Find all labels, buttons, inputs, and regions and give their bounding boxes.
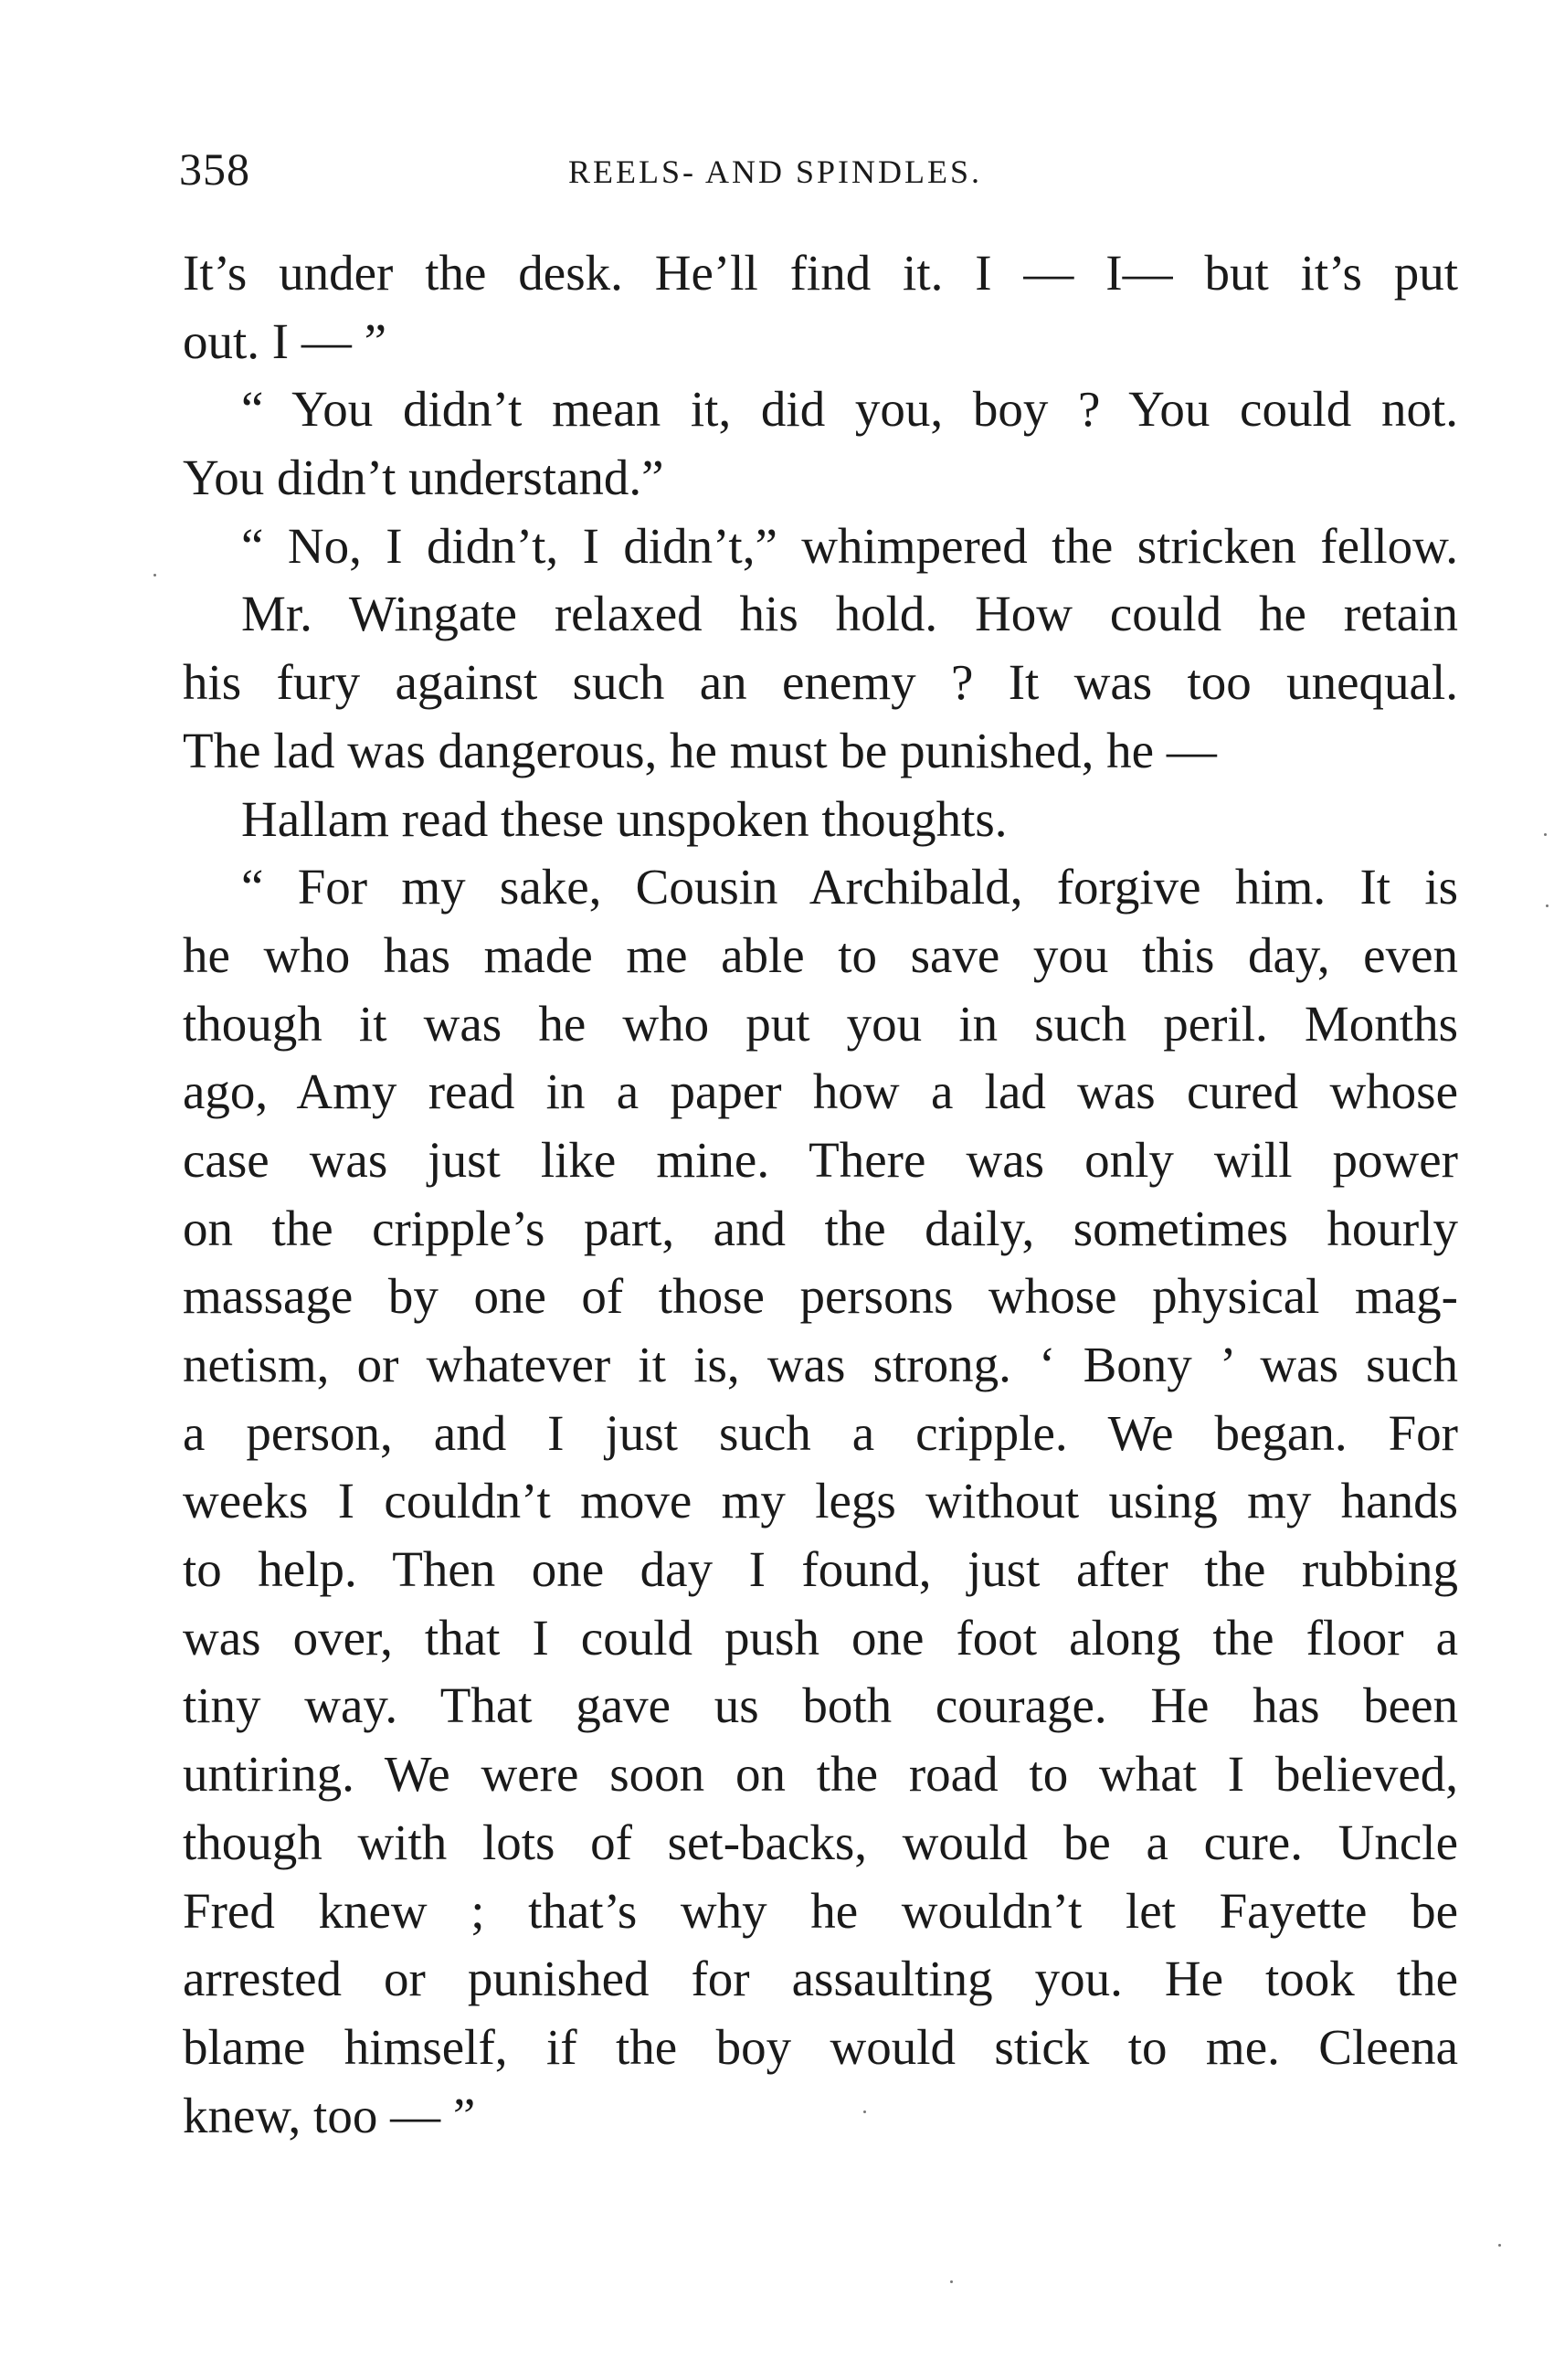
text-line: “ For my sake, Cousin Archibald, forgive him. It is [241, 859, 1458, 915]
scan-speck [1544, 833, 1547, 836]
text-line: out. I — ” [183, 312, 387, 369]
text-line: knew, too — ” [183, 2087, 476, 2143]
text-line: arrested or punished for assaulting you. He took the [183, 1951, 1458, 2007]
text-line: was over, that I could push one foot along the floor a [183, 1609, 1458, 1666]
text-line: he who has made me able to save you this day, even [183, 926, 1458, 983]
text-line: tiny way. That gave us both courage. He has been [183, 1677, 1458, 1734]
scan-speck [950, 2280, 953, 2283]
text-line: Mr. Wingate relaxed his hold. How could he retain [241, 586, 1458, 642]
text-line: ago, Amy read in a paper how a lad was cured whose [183, 1063, 1458, 1120]
body-text [183, 239, 1458, 2150]
text-line: though it was he who put you in such peril. Months [183, 995, 1458, 1052]
page-number: 358 [179, 143, 250, 195]
text-line: his fury against such an enemy ? It was too unequal. [183, 654, 1458, 711]
text-line: The lad was dangerous, he must be punished, he — [183, 722, 1217, 778]
scan-speck [863, 2110, 866, 2113]
text-line: Hallam read these unspoken thoughts. [241, 790, 1008, 847]
text-line: case was just like mine. There was only will power [183, 1131, 1458, 1188]
running-title: REELS- AND SPINDLES. [568, 153, 983, 190]
text-line: “ No, I didn’t, I didn’t,” whimpered the stricken fellow. [241, 517, 1458, 574]
scan-speck [1498, 2244, 1501, 2247]
text-line: Fred knew ; that’s why he wouldn’t let Fayette be [183, 1882, 1458, 1939]
text-line: a person, and I just such a cripple. We began. For [183, 1404, 1458, 1461]
text-line: You didn’t understand.” [183, 450, 664, 506]
text-line: It’s under the desk. He’ll find it. I — I— but it’s put [183, 245, 1458, 301]
text-line: netism, or whatever it is, was strong. ‘ Bony ’ was such [183, 1337, 1458, 1392]
text-line: though with lots of set-backs, would be a cure. Uncle [183, 1814, 1458, 1870]
text-line: weeks I couldn’t move my legs without using my hands [183, 1473, 1458, 1529]
scan-speck [153, 574, 156, 576]
scan-speck [1546, 904, 1549, 907]
text-line: “ You didn’t mean it, did you, boy ? You could not. [241, 381, 1458, 438]
text-line: blame himself, if the boy would stick to me. Cleena [183, 2018, 1458, 2075]
text-line: massage by one of those persons whose physical mag- [183, 1268, 1458, 1325]
text-line: on the cripple’s part, and the daily, sometimes hourly [183, 1200, 1458, 1256]
text-line: to help. Then one day I found, just after the rubbing [183, 1541, 1458, 1598]
running-head [179, 137, 1458, 201]
text-line: untiring. We were soon on the road to what I believed, [183, 1746, 1458, 1803]
